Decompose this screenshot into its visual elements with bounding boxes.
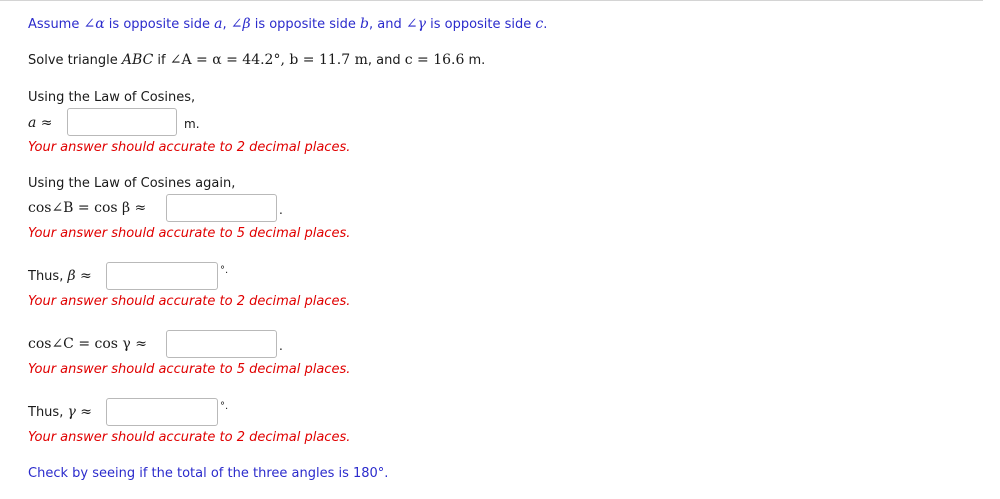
step-a-heading: Using the Law of Cosines, bbox=[28, 90, 196, 105]
side-a: a bbox=[214, 16, 223, 32]
step-cosb-unit: . bbox=[279, 203, 283, 217]
step-cosc-hint: Your answer should accurate to 5 decimal places. bbox=[28, 362, 351, 377]
cos-gamma-input[interactable] bbox=[166, 330, 277, 358]
intro-text-6: . bbox=[543, 17, 548, 32]
step-beta-prefix: Thus, bbox=[28, 269, 68, 284]
step-cosb-hint: Your answer should accurate to 5 decimal places. bbox=[28, 226, 351, 241]
side-c: c bbox=[535, 16, 544, 32]
step-a-label: a ≈ bbox=[28, 115, 53, 131]
step-beta-label-line bbox=[28, 268, 92, 284]
problem-given-c: c = 16.6 bbox=[404, 52, 465, 68]
step-cosc-label: cos∠C = cos γ ≈ bbox=[28, 336, 147, 352]
top-divider bbox=[0, 0, 983, 1]
cos-beta-input[interactable] bbox=[166, 194, 277, 222]
step-cosb-heading: Using the Law of Cosines again, bbox=[28, 176, 236, 191]
problem-text-2: , and bbox=[367, 53, 405, 68]
step-gamma-unit: °. bbox=[220, 401, 229, 412]
intro-text-1: is opposite side bbox=[104, 17, 215, 32]
problem-text-3: m. bbox=[464, 53, 486, 68]
step-cosb-label: cos∠B = cos β ≈ bbox=[28, 200, 147, 216]
step-beta-hint: Your answer should accurate to 2 decimal places. bbox=[28, 294, 351, 309]
step-gamma-hint: Your answer should accurate to 2 decimal places. bbox=[28, 430, 351, 445]
side-a-input[interactable] bbox=[67, 108, 177, 136]
step-beta-label: β ≈ bbox=[67, 268, 92, 284]
beta-input[interactable] bbox=[106, 262, 218, 290]
intro-text-5: is opposite side bbox=[425, 17, 536, 32]
triangle-name: ABC bbox=[121, 52, 154, 68]
step-cosc-unit: . bbox=[279, 339, 283, 353]
intro-text-4: , and bbox=[369, 17, 406, 32]
gamma-input[interactable] bbox=[106, 398, 218, 426]
problem-prefix: Solve triangle bbox=[28, 53, 122, 68]
problem-statement bbox=[28, 52, 485, 68]
check-note: Check by seeing if the total of the three angles is 180°. bbox=[28, 466, 389, 481]
problem-givens: ∠A = α = 44.2°, b = 11.7 m bbox=[169, 52, 368, 68]
step-beta-unit: °. bbox=[220, 265, 229, 276]
angle-gamma: ∠γ bbox=[405, 16, 426, 32]
side-b: b bbox=[360, 16, 369, 32]
step-gamma-label: γ ≈ bbox=[67, 404, 93, 420]
step-a-hint: Your answer should accurate to 2 decimal places. bbox=[28, 140, 351, 155]
problem-text-1: if bbox=[153, 53, 170, 68]
intro-text-3: is opposite side bbox=[250, 17, 361, 32]
angle-beta: ∠β bbox=[230, 16, 251, 32]
intro-prefix: Assume bbox=[28, 17, 84, 32]
intro-text-2: , bbox=[222, 17, 231, 32]
step-gamma-label-line bbox=[28, 404, 92, 420]
angle-alpha: ∠α bbox=[83, 16, 105, 32]
intro-text bbox=[28, 16, 547, 32]
step-a-unit: m. bbox=[184, 117, 200, 131]
step-gamma-prefix: Thus, bbox=[28, 405, 68, 420]
